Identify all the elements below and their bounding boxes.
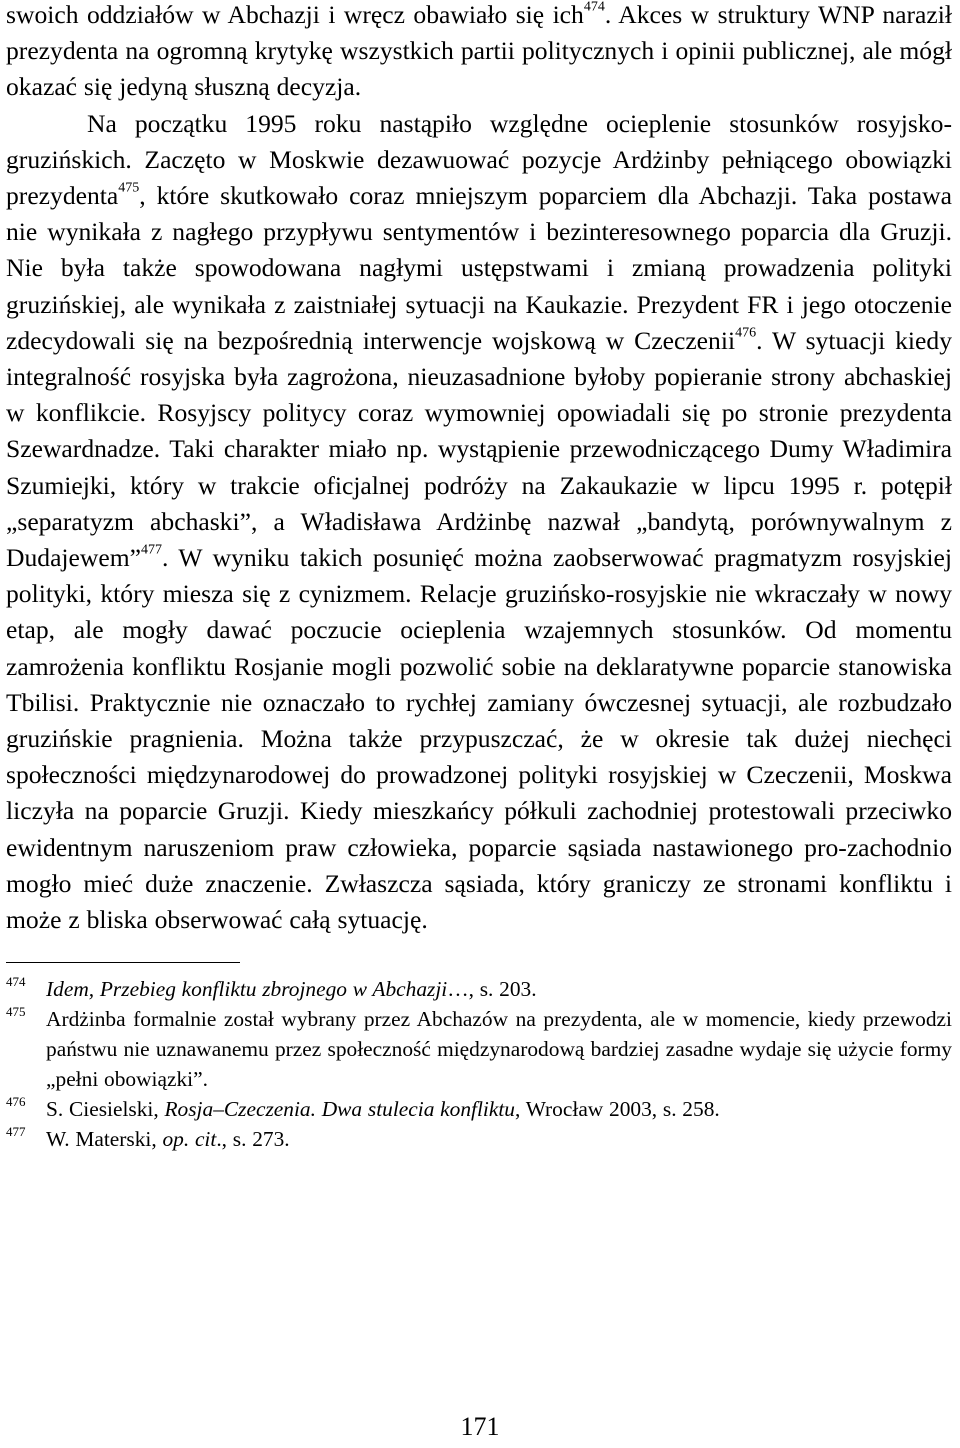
body-paragraph bbox=[6, 106, 952, 939]
body-text-run: Na początku 1995 roku nastąpiło względne ocieplenie stosunków rosyjsko-gruzińskich. Zaczęto w Moskwie dezawuować pozycje Ardżinby pełniącego obowiązki prezydenta bbox=[6, 108, 952, 211]
footnote-reference: 475 bbox=[118, 180, 140, 196]
footnote-reference: 474 bbox=[583, 0, 605, 15]
footnote-italic-text: Idem, Przebieg konfliktu zbrojnego w Abchazji bbox=[46, 977, 448, 1002]
body-text-run: . W sytuacji kiedy integralność rosyjska była zagrożona, nieuzasadnione byłoby popieranie strony abchaskiej w konflikcie. Rosyjscy politycy coraz wymowniej opowiadali się po stronie prezydenta Szewardnadze. Taki charakter miało np. wystąpienie przewodniczącego Dumy Władimira Szumiejki, który w trakcie oficjalnej podróży na Zakaukazie w lipcu 1995 r. potępił „separatyzm abchaski”, a Władisława Ardżinbę nazwał „bandytą, porównywalnym z Dudajewem” bbox=[6, 325, 952, 573]
footnotes bbox=[6, 974, 952, 1154]
footnote-number: 475 bbox=[6, 1004, 26, 1020]
body-text-run: . Akces w struktury WNP naraził prezydenta na ogromną krytykę wszystkich partii politycznych i opinii publicznej, ale mógł okazać się jedyną słuszną decyzja. bbox=[6, 0, 952, 102]
footnote bbox=[6, 1124, 952, 1154]
footnote bbox=[6, 1004, 952, 1094]
footnote bbox=[6, 974, 952, 1004]
body-text-run: . W wyniku takich posunięć można zaobserwować pragmatyzm rosyjskiej polityki, który miesza się z cynizmem. Relacje gruzińsko-rosyjskie nie wkraczały w nowy etap, ale mogły dawać poczucie ocieplenia wzajemnych stosunków. Od momentu zamrożenia konfliktu Rosjanie mogli pozwolić sobie na deklaratywne poparcie stanowiska Tbilisi. Praktycznie nie oznaczało to rychłej zamiany ówczesnej sytuacji, ale rozbudzało gruzińskie pragnienia. Można także przypuszczać, że w okresie tak dużej niechęci społeczności międzynarodowej do prowadzonej polityki rosyjskiej w Czeczenii, Moskwa liczyła na poparcie Gruzji. Kiedy mieszkańcy półkuli zachodniej protestowali przeciwko ewidentnym naruszeniom praw człowieka, poparcie sąsiada nastawionego pro-zachodnio mogło mieć duże znaczenie. Zwłaszcza sąsiada, który graniczy ze stronami konfliktu i może z bliska obserwować całą sytuację. bbox=[6, 543, 952, 935]
footnote-text: Ardżinba formalnie został wybrany przez Abchazów na prezydenta, ale w momencie, kiedy przewodzi państwu nie uznawanemu przez społeczność międzynarodową bardziej zasadne wydaje się użycie formy „pełni obowiązki”. bbox=[46, 1007, 952, 1092]
footnote-number: 474 bbox=[6, 974, 26, 990]
footnote-text: W. Materski, bbox=[46, 1127, 163, 1152]
footnote-number: 477 bbox=[6, 1124, 26, 1140]
footnote-text: , Wrocław 2003, s. 258. bbox=[515, 1097, 720, 1122]
footnote-reference: 477 bbox=[141, 542, 163, 558]
footnote-text: ., s. 273. bbox=[216, 1127, 290, 1152]
body-text-run: , które skutkowało coraz mniejszym poparciem dla Abchazji. Taka postawa nie wynikała z nagłego przypływu sentymentów i bezinteresownego poparcia dla Gruzji. Nie była także spowodowana nagłymi ustępstwami i zmianą prowadzenia polityki gruzińskiej, ale wynikała z zaistniałej sytuacji na Kaukazie. Prezydent FR i jego otoczenie zdecydowali się na bezpośrednią interwencje wojskową w Czeczenii bbox=[6, 181, 952, 355]
footnote-separator bbox=[6, 962, 240, 963]
footnote-italic-text: op. cit bbox=[162, 1127, 217, 1152]
body-paragraph bbox=[6, 0, 952, 106]
footnote-number: 476 bbox=[6, 1094, 26, 1110]
page-number: 171 bbox=[460, 1412, 500, 1441]
footnote-text: …, s. 203. bbox=[447, 977, 537, 1002]
footnote-reference: 476 bbox=[735, 325, 757, 341]
body-text-run: swoich oddziałów w Abchazji i wręcz obawiało się ich bbox=[6, 0, 584, 29]
footnote-text: S. Ciesielski, bbox=[46, 1097, 165, 1122]
footnote-italic-text: Rosja–Czeczenia. Dwa stulecia konfliktu bbox=[164, 1097, 516, 1122]
main-text bbox=[6, 0, 952, 938]
footnote bbox=[6, 1094, 952, 1124]
